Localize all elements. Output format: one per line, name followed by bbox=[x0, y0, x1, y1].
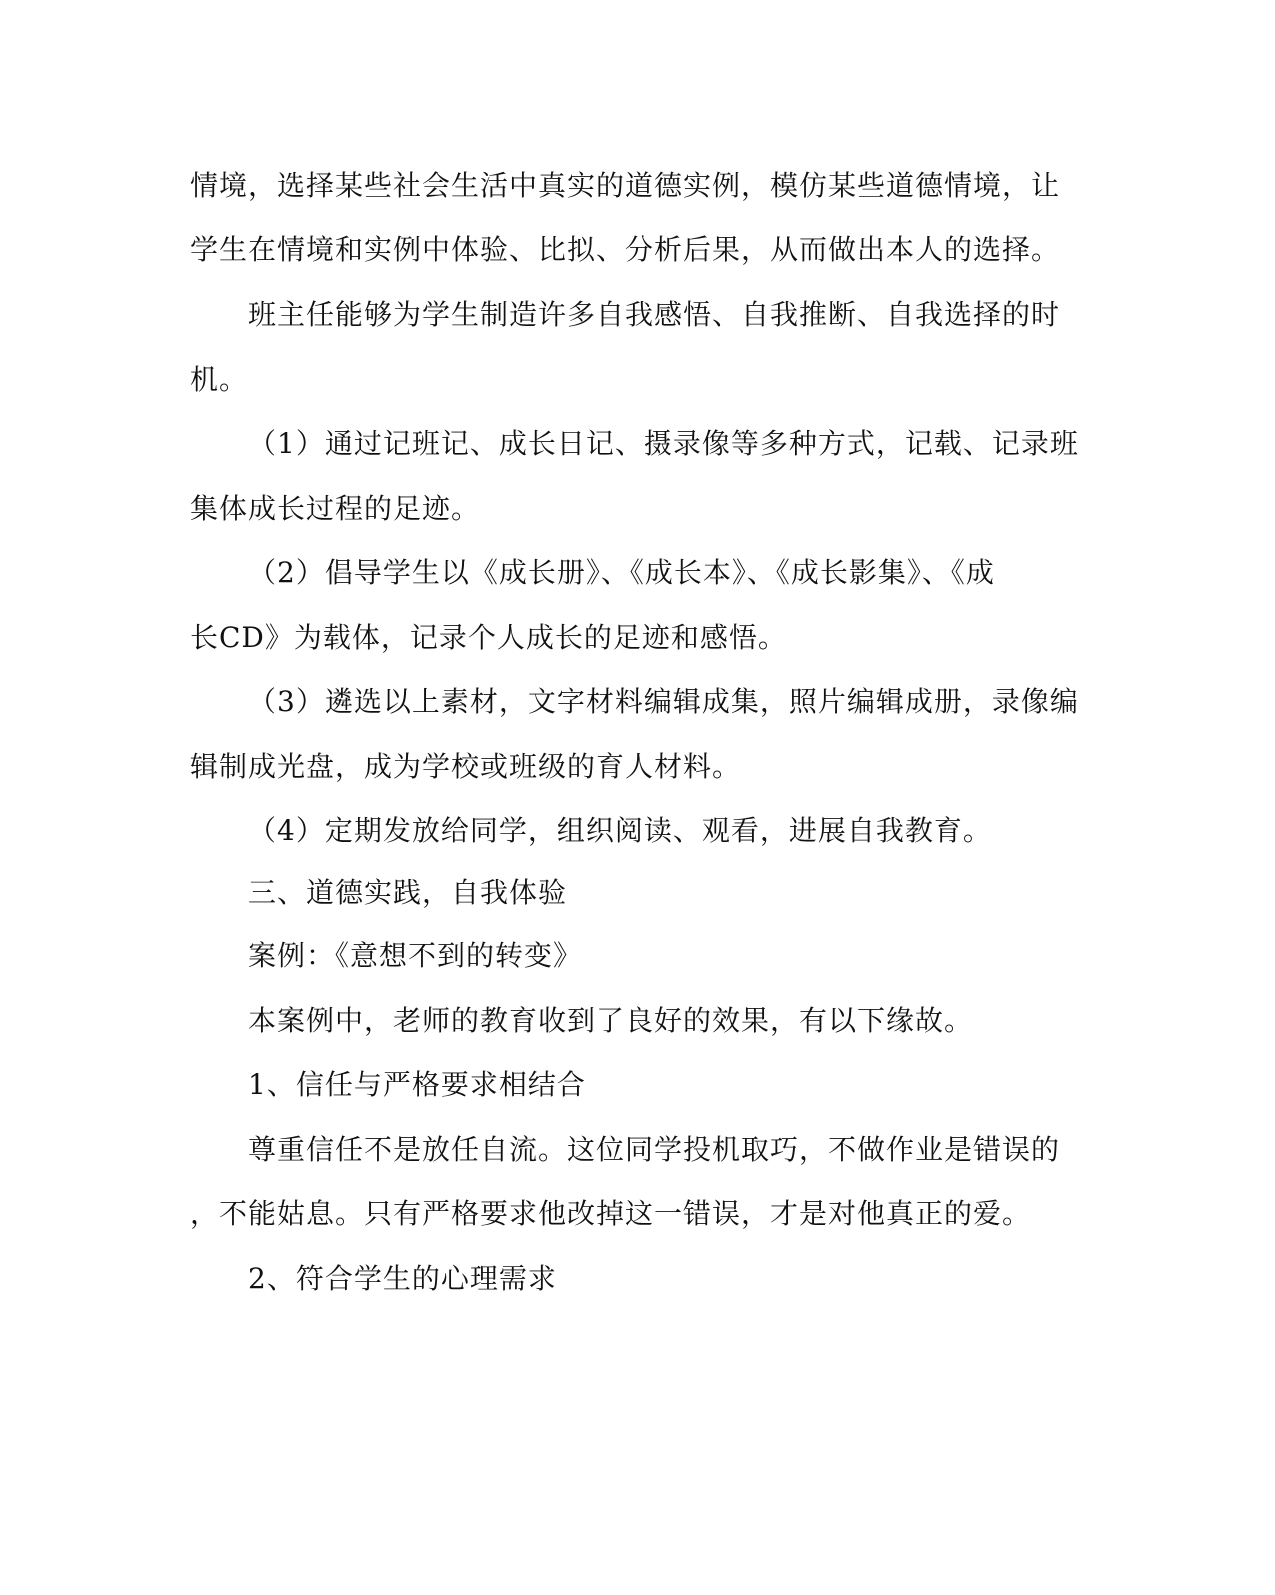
body-text-line: 机。 bbox=[190, 363, 249, 396]
body-text-line: 学生在情境和实例中体验、比拟、分析后果，从而做出本人的选择。 bbox=[190, 233, 1061, 266]
body-text-line: 情境，选择某些社会生活中真实的道德实例，模仿某些道德情境，让 bbox=[190, 169, 1061, 202]
paragraph-start-line: 尊重信任不是放任自流。这位同学投机取巧，不做作业是错误的 bbox=[248, 1133, 1061, 1166]
case-title: 案例：《意想不到的转变》 bbox=[248, 939, 583, 972]
list-item-1-continuation: 集体成长过程的足迹。 bbox=[190, 492, 481, 525]
section-heading: 三、道德实践，自我体验 bbox=[248, 876, 568, 909]
list-item-3-continuation: 辑制成光盘，成为学校或班级的育人材料。 bbox=[190, 750, 742, 783]
body-text-line: ，不能姑息。只有严格要求他改掉这一错误，才是对他真正的爱。 bbox=[190, 1197, 1032, 1230]
subheading-1: 1、信任与严格要求相结合 bbox=[248, 1068, 586, 1101]
list-item-4-line: （4）定期发放给同学，组织阅读、观看，进展自我教育。 bbox=[248, 814, 992, 847]
paragraph-start-line: 班主任能够为学生制造许多自我感悟、自我推断、自我选择的时 bbox=[248, 298, 1061, 331]
list-item-3-line: （3）遴选以上素材，文字材料编辑成集，照片编辑成册，录像编 bbox=[248, 685, 1079, 718]
list-item-2-continuation: 长CD》为载体，记录个人成长的足迹和感悟。 bbox=[190, 621, 787, 654]
subheading-2: 2、符合学生的心理需求 bbox=[248, 1262, 557, 1295]
list-item-2-line: （2）倡导学生以《成长册》、《成长本》、《成长影集》、《成 bbox=[248, 556, 995, 589]
paragraph-start-line: 本案例中，老师的教育收到了良好的效果，有以下缘故。 bbox=[248, 1004, 974, 1037]
list-item-1-line: （1）通过记班记、成长日记、摄录像等多种方式，记载、记录班 bbox=[248, 427, 1079, 460]
